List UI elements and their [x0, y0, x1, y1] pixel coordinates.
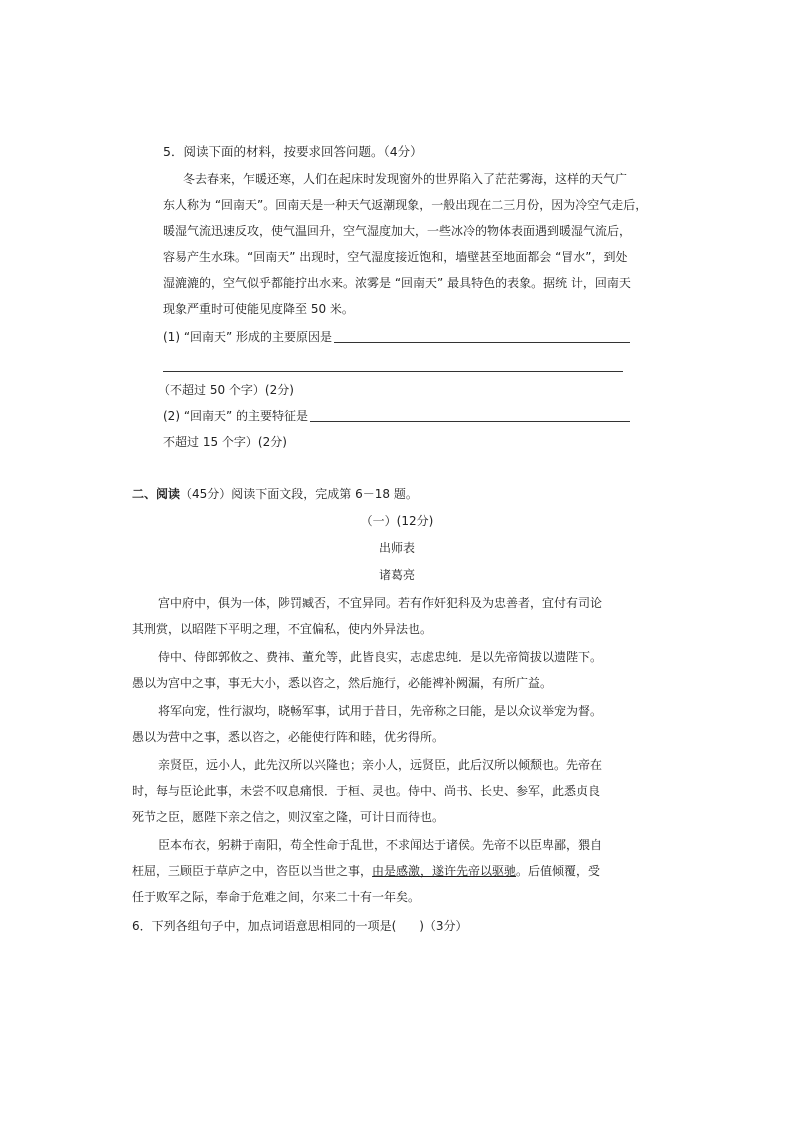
q5-material-line: 现象严重时可使能见度降至 50 米。 [163, 302, 354, 316]
essay-line: 死节之臣，愿陛下亲之信之，则汉室之隆，可计日而待也。 [132, 810, 445, 824]
essay-line: 其刑赏，以昭陛下平明之理，不宜偏私，使内外异法也。 [132, 622, 433, 636]
q6-title: 6．下列各组句子中，加点词语意思相同的一项是( )（3分） [132, 919, 468, 933]
essay-line: 侍中、侍郎郭攸之、费祎、董允等，此皆良实，志虑忠纯．是以先帝简拔以遗陛下。 [158, 650, 603, 664]
essay-line: 任于败军之际，奉命于危难之间，尔来二十有一年矣。 [132, 890, 421, 904]
section2-header-rest: （45分）阅读下面文段，完成第 6－18 题。 [180, 487, 418, 501]
q5-material-line: 冬去春来，乍暖还寒，人们在起床时发现窗外的世界陷入了茫茫雾海，这样的天气广 [183, 172, 628, 186]
q5-material-line: 暖湿气流迅速反攻，使气温回升，空气湿度加大，一些冰冷的物体表面遇到暖湿气流后， [163, 224, 632, 238]
q5-sub1-note: （不超过 50 个字）(2分) [158, 383, 294, 397]
part-label: （一）(12分) [360, 514, 434, 528]
essay-line: 臣本布衣，躬耕于南阳，苟全性命于乱世，不求闻达于诸侯。先帝不以臣卑鄙，猥自 [158, 838, 603, 852]
q5-sub1-answer-blank[interactable] [334, 342, 630, 343]
essay-author: 诸葛亮 [378, 568, 415, 582]
essay-title: 出师表 [378, 541, 415, 555]
q5-material-line: 容易产生水珠。“回南天” 出现时，空气湿度接近饱和，墙壁甚至地面都会 “冒水”，到处 [163, 250, 628, 264]
q5-sub1-label: (1) “回南天” 形成的主要原因是 [163, 330, 333, 344]
section2-header [132, 486, 418, 502]
essay-line: 将军向宠，性行淑均，晓畅军事，试用于昔日，先帝称之曰能，是以众议举宠为督。 [158, 704, 603, 718]
essay-line: 亲贤臣，远小人，此先汉所以兴隆也；亲小人，远贤臣，此后汉所以倾颓也。先帝在 [158, 758, 603, 772]
essay-line-before: 枉屈，三顾臣于草庐之中，咨臣以当世之事， [132, 864, 373, 878]
q5-material-line: 湿漉漉的，空气似乎都能拧出水来。浓雾是 “回南天” 最具特色的表象。据统 计，回南天 [163, 276, 631, 290]
section2-header-bold: 二、阅读 [132, 487, 181, 501]
essay-line: 愚以为宫中之事，事无大小，悉以咨之，然后施行，必能裨补阙漏，有所广益。 [132, 676, 553, 690]
q5-sub1-answer-blank-line2[interactable] [163, 371, 623, 372]
q5-sub2-note: 不超过 15 个字）(2分) [163, 435, 287, 449]
essay-line-after: 。后值倾覆，受 [516, 864, 601, 878]
q5-title: 5．阅读下面的材料，按要求回答问题。（4分） [163, 144, 423, 159]
q5-material-line: 东人称为 “回南天”。回南天是一种天气返潮现象，一般出现在二三月份，因为冷空气走后， [163, 198, 648, 212]
essay-line: 时，每与臣论此事，未尝不叹息痛恨．于桓、灵也。侍中、尚书、长史、参军，此悉贞良 [132, 784, 601, 798]
underlined-phrase: 由是感激，遂许先帝以驱驰 [372, 864, 517, 878]
essay-line: 宫中府中，俱为一体，陟罚臧否，不宜异同。若有作奸犯科及为忠善者，宜付有司论 [158, 596, 603, 610]
essay-line [132, 863, 600, 879]
essay-line: 愚以为营中之事，悉以咨之，必能使行阵和睦，优劣得所。 [132, 730, 445, 744]
q5-sub2-answer-blank[interactable] [310, 421, 630, 422]
q5-sub2-label: (2) “回南天” 的主要特征是 [163, 409, 309, 423]
